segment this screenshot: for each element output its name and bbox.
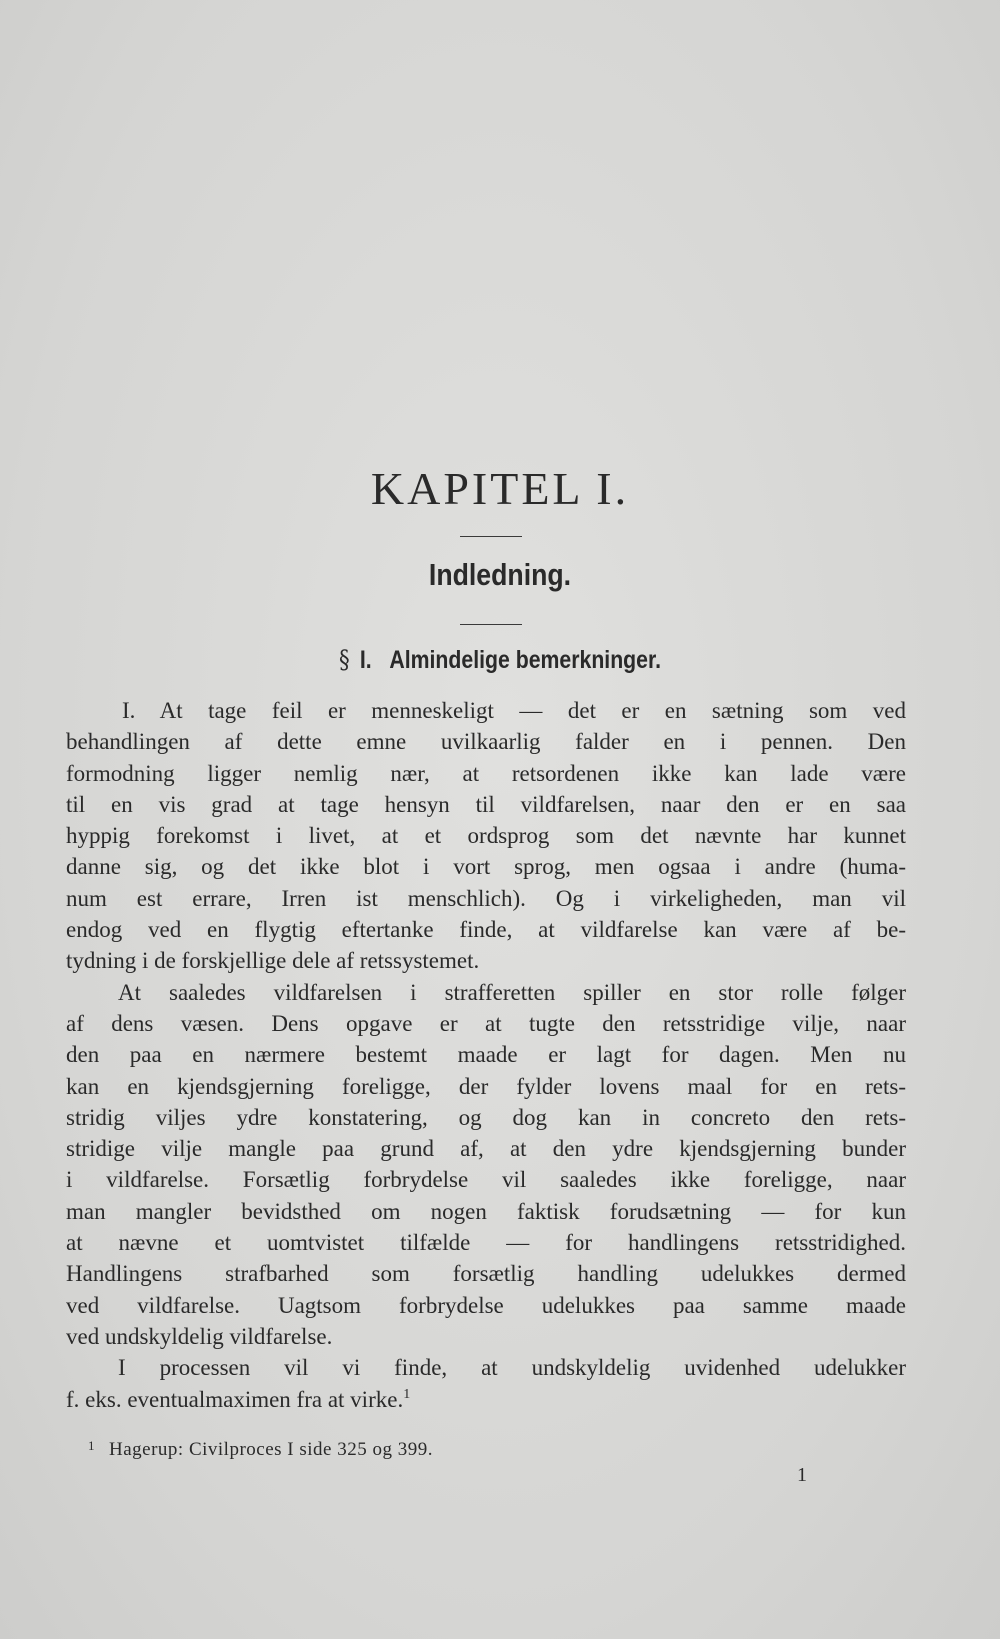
text-line: danne sig, og det ikke blot i vort sprog, men ogsaa i andre (huma-: [66, 854, 906, 880]
text-line: af dens væsen. Dens opgave er at tugte den retsstridige vilje, naar: [66, 1010, 906, 1036]
section-symbol: §: [339, 645, 350, 674]
footnote: [88, 1438, 433, 1461]
section-title: Almindelige bemerkninger.: [389, 646, 661, 674]
footnote-mark: 1: [88, 1438, 95, 1453]
paragraph: [66, 1352, 906, 1415]
text-line: den paa en nærmere bestemt maade er lagt for dagen. Men nu: [66, 1042, 906, 1068]
paragraph: [66, 695, 906, 977]
text-line: ved vildfarelse. Uagtsom forbrydelse udelukkes paa samme maade: [66, 1292, 906, 1318]
text-line: [66, 1384, 906, 1415]
text-line: stridige vilje mangle paa grund af, at den ydre kjendsgjerning bunder: [66, 1136, 906, 1162]
text-line: endog ved en flygtig eftertanke finde, at vildfarelse kan være af be-: [66, 917, 906, 943]
body-text: [66, 695, 906, 1415]
divider-rule: [460, 536, 522, 537]
text-line: i vildfarelse. Forsætlig forbrydelse vil saaledes ikke foreligge, naar: [66, 1167, 906, 1193]
text-line: I. At tage feil er menneskeligt — det er en sætning som ved: [122, 698, 906, 723]
chapter-heading: Indledning.: [428, 557, 572, 592]
footnote-text: Hagerup: Civilproces I side 325 og 399.: [109, 1439, 433, 1460]
text-line: formodning ligger nemlig nær, at retsordenen ikke kan lade være: [66, 760, 906, 786]
text-line: I processen vil vi finde, at undskyldelig uvidenhed udelukker: [118, 1355, 906, 1381]
text-line: behandlingen af dette emne uvilkaarlig falder en i pennen. Den: [66, 729, 906, 755]
text-line: stridig viljes ydre konstatering, og dog kan in concreto den rets-: [66, 1104, 906, 1130]
text-line: hyppig forekomst i livet, at et ordsprog som det nævnte har kunnet: [66, 823, 906, 849]
text-line: At saaledes vildfarelsen i strafferetten spiller en stor rolle følger: [118, 979, 906, 1005]
text-line: kan en kjendsgjerning foreligge, der fylder lovens maal for en rets-: [66, 1073, 906, 1099]
section-heading: [75, 645, 925, 675]
text-line: til en vis grad at tage hensyn til vildfarelsen, naar den er en saa: [66, 791, 906, 817]
text-line: Handlingens strafbarhed som forsætlig handling udelukkes dermed: [66, 1261, 906, 1287]
text-line: man mangler bevidsthed om nogen faktisk forudsætning — for kun: [66, 1198, 906, 1224]
text-line: at nævne et uomtvistet tilfælde — for handlingens retsstridighed.: [66, 1230, 906, 1256]
divider-rule: [460, 624, 522, 625]
page-number: 1: [797, 1464, 807, 1486]
paragraph: [66, 977, 906, 1353]
chapter-title: KAPITEL I.: [370, 463, 630, 514]
text-line: tydning i de forskjellige dele af retssystemet.: [66, 948, 480, 974]
text-line: ved undskyldelig vildfarelse.: [66, 1323, 333, 1349]
text-line-content: f. eks. eventualmaximen fra at virke.: [66, 1386, 404, 1412]
section-number: I.: [359, 646, 372, 674]
text-line: num est errare, Irren ist menschlich). Og i virkeligheden, man vil: [66, 885, 906, 911]
footnote-reference: 1: [403, 1386, 411, 1402]
